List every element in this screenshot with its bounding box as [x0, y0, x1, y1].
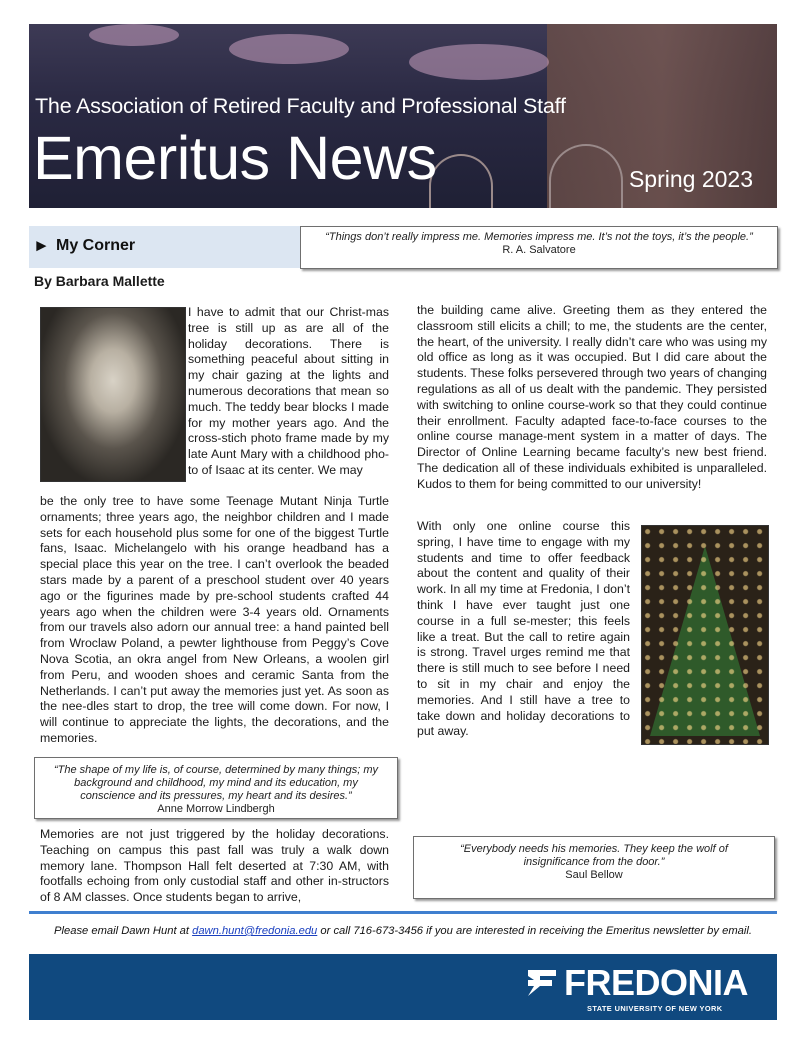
- email-link[interactable]: dawn.hunt@fredonia.edu: [192, 925, 318, 937]
- tree-lights: [642, 526, 768, 744]
- quote-author: Saul Bellow: [565, 869, 623, 881]
- triangle-right-icon: ►: [33, 236, 50, 255]
- banner-blossom: [89, 24, 179, 46]
- quote-author: Anne Morrow Lindbergh: [157, 803, 275, 815]
- footer-band: [29, 954, 777, 1020]
- section-title: My Corner: [56, 237, 136, 254]
- author-portrait-photo: [40, 307, 186, 482]
- quote-text: “Things don’t really impress me. Memories impress me. It’s not the toys, it’s the people.”: [325, 231, 753, 243]
- article-paragraph: With only one online course this spring, I have time to engage with my students and time to offer feedback about the content and quality of their work. In all my time at Fredonia, I don’t think I have ever taught just one course in a full se-mester; this feels like a treat. But the call to retire again is strong. Travel urges remind me that there is still much to see before I need to sit in my chair and enjoy the memories. And I still have a tree to take down and holiday decorations to put away.: [417, 519, 630, 739]
- note-text-after: or call 716-673-3456 if you are interested in receiving the Emeritus newsletter by email.: [317, 925, 752, 937]
- issue-season: Spring 2023: [628, 166, 753, 192]
- association-name: The Association of Retired Faculty and Professional Staff: [35, 94, 566, 118]
- logo-subtitle: STATE UNIVERSITY OF NEW YORK: [587, 1004, 723, 1013]
- logo-wordmark: FREDONIA: [564, 962, 748, 1003]
- newsletter-title: Emeritus News: [33, 124, 437, 192]
- fredonia-logo-icon: [526, 966, 558, 1000]
- article-paragraph: Memories are not just triggered by the holiday decorations. Teaching on campus this past fall was truly a walk down memory lane. Thompson Hall felt deserted at 7:30 AM, with footfalls echoing from only custodial staff and other in-structors of 8 AM classes. Once students began to arrive,: [40, 827, 389, 905]
- subscription-note: [29, 925, 777, 937]
- quote-text: “Everybody needs his memories. They keep the wolf of insignificance from the door.”: [460, 843, 728, 868]
- article-paragraph: be the only tree to have some Teenage Mutant Ninja Turtle ornaments; three years ago, the neighbor children and I made sets for each household plus some for one of the biggest Turtle fans, Isaac. Michelangelo with his orange headband has a special place this year on the tree. I can’t overlook the beaded stars made by a parent of a preschool student over 40 years ago or the figurines made by pre-school students crafted 44 years ago when the children were 3-4 years old. Ornaments from our travels also adorn our annual tree: a hand painted bell from Wroclaw Poland, a pewter lighthouse from Peggy’s Cove Nova Scotia, an okra angel from New Orleans, a woolen girl from Peru, and wooden shoes and ceramic Santa from the Netherlands. I can’t put away the memories just yet. As soon as the nee-dles start to drop, the tree will come down. For now, I will continue to appreciate the lights, the decorations, and the memories.: [40, 494, 389, 745]
- pull-quote-salvatore: [300, 226, 778, 269]
- quote-author: R. A. Salvatore: [502, 244, 576, 256]
- quote-text: “The shape of my life is, of course, determined by many things; my background and childhood, my mind and its education, my conscience and its pressures, my heart and its desires.”: [53, 764, 379, 802]
- banner-arch: [429, 154, 493, 208]
- byline: By Barbara Mallette: [34, 273, 165, 289]
- pull-quote-lindbergh: [34, 757, 398, 819]
- pull-quote-bellow: [413, 836, 775, 899]
- header-banner: [29, 24, 777, 208]
- banner-arch: [549, 144, 623, 208]
- article-paragraph: I have to admit that our Christ-mas tree is still up as are all of the holiday decorations. There is something peaceful about sitting in my chair gazing at the lights and numerous decorations that mean so much. The teddy bear blocks I made for my mother years ago. And the cross-stich photo frame made by my late Aunt Mary with a childhood pho-to of Isaac at its center. We may: [188, 305, 389, 477]
- banner-blossom: [409, 44, 549, 80]
- divider-rule: [29, 911, 777, 914]
- article-paragraph: the building came alive. Greeting them as they entered the classroom still elicits a chill; to me, the students are the center, the heart, of the university. I really didn’t care who was using my old office as long as it was occupied. But I did care about the students. These folks persevered through two years of changing regulations as all of us dealt with the pandemic. They persisted with switching to online course-work so that they could continue their enrollment. Faculty adapted face-to-face courses to the online course manage-ment system in a matter of days. The Director of Online Learning became faculty’s new best friend. The dedication all of these individuals exhibited is unparalleled. Kudos to them for being committed to our university!: [417, 303, 767, 491]
- section-header: [29, 226, 301, 268]
- banner-blossom: [229, 34, 349, 64]
- christmas-tree-photo: [641, 525, 769, 745]
- note-text-before: Please email Dawn Hunt at: [54, 925, 193, 937]
